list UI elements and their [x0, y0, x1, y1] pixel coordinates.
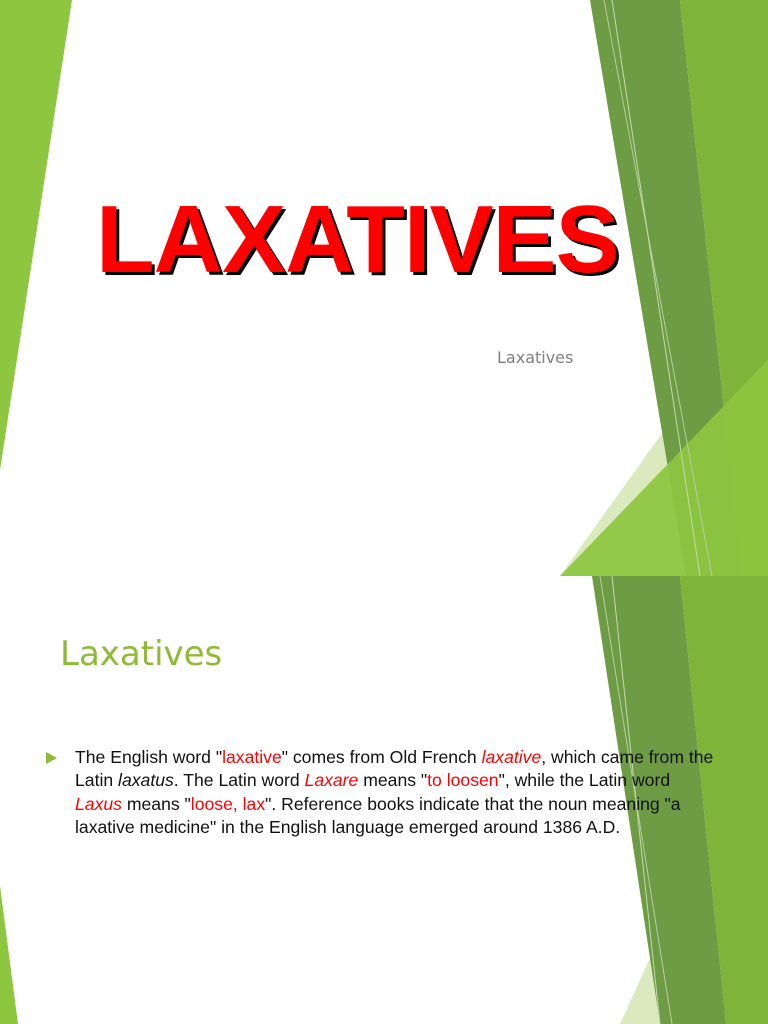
highlight-laxative-french: laxative [481, 747, 542, 767]
highlight-laxare: Laxare [304, 770, 359, 791]
text-run: . The Latin word [173, 770, 305, 791]
text-run: , which came from the Latin [75, 747, 714, 791]
bullet-text [75, 746, 715, 839]
highlight-laxus: Laxus [75, 793, 122, 814]
text-run: means " [121, 793, 191, 814]
triangle-bullet-icon [46, 752, 57, 764]
text-run: " comes from Old French [281, 747, 482, 767]
highlight-loose-lax: loose, lax [190, 793, 266, 814]
text-run: ", while the Latin word [498, 770, 671, 791]
italic-laxatus: laxatus [118, 770, 174, 791]
highlight-to-loosen: to loosen [427, 770, 499, 791]
left-green-stripe-2 [0, 886, 18, 1024]
highlight-laxative: laxative [222, 747, 282, 767]
content-slide [0, 576, 768, 1024]
text-run: means " [358, 770, 428, 791]
slide1-subtitle: Laxatives [497, 348, 574, 367]
text-run: The English word " [75, 747, 223, 767]
slide1-title: LAXATIVES [96, 186, 619, 293]
slide2-title: Laxatives [60, 634, 223, 674]
text-run: ". Reference books indicate that the noun meaning "a laxative medicine" in the English language emerged around 1386 A.D. [75, 793, 681, 837]
